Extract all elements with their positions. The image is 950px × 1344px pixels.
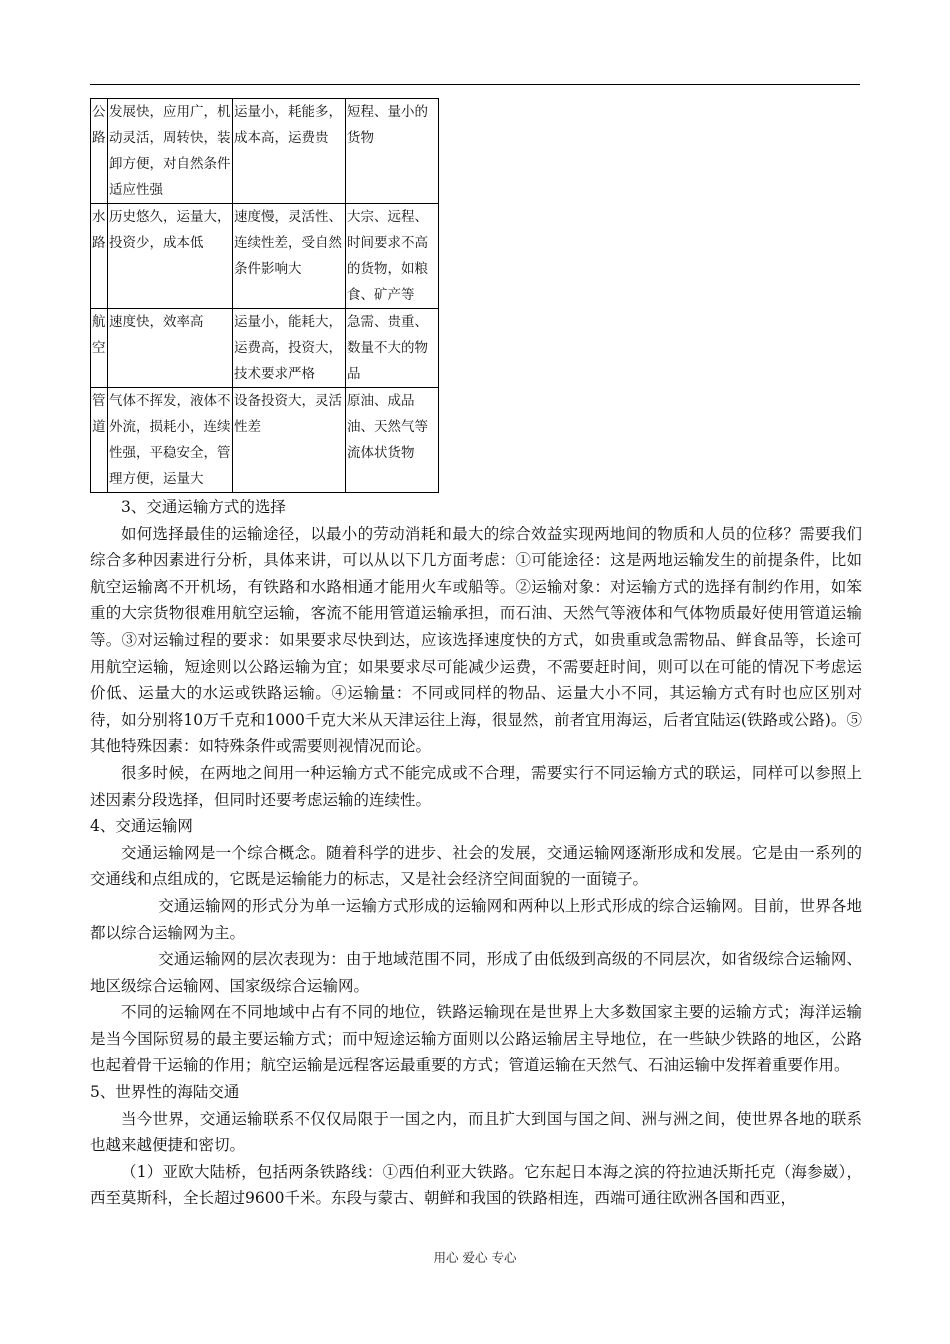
paragraph: 4、交通运输网 [90,817,193,836]
paragraph: 不同的运输网在不同地域中占有不同的地位，铁路运输现在是世界上大多数国家主要的运输方式；海洋运输是当今国际贸易的最主要运输方式；而中短途运输方面则以公路运输居主导地位，在一些缺少铁路的地区，公路也起着骨干运输的作用；航空运输是远程客运最重要的方式；管道运输在天然气、石油运输中发挥着重要作用。 [90,1003,862,1075]
disadvantages-cell: 设备投资大，灵活性差 [233,388,346,493]
suitable-goods-cell: 原油、成品油、天然气等流体状货物 [346,388,439,493]
paragraph: 交通运输网的形式分为单一运输方式形成的运输网和两种以上形式形成的综合运输网。目前，世界各地都以综合运输网为主。 [90,896,862,942]
advantages-cell: 历史悠久，运量大，投资少，成本低 [108,204,233,309]
suitable-goods-cell: 大宗、远程、时间要求不高的货物，如粮食、矿产等 [346,204,439,309]
header-rule [90,84,860,85]
mode-cell: 管道 [91,388,108,493]
table-row [91,99,439,204]
paragraph: 3、交通运输方式的选择 [121,498,286,516]
table-row [91,204,439,309]
advantages-cell: 气体不挥发，液体不外流，损耗小，连续性强，平稳安全，管理方便，运量大 [108,388,233,493]
page-footer: 用心 爱心 专心 [433,1250,517,1265]
table-row [91,388,439,493]
disadvantages-cell: 运量小，耗能多，成本高，运费贵 [233,99,346,204]
suitable-goods-cell: 急需、贵重、数量不大的物品 [346,309,439,388]
paragraph: 交通运输网的层次表现为：由于地域范围不同，形成了由低级到高级的不同层次，如省级综合运输网、地区级综合运输网、国家级综合运输网。 [90,950,862,995]
paragraph: 交通运输网是一个综合概念。随着科学的进步、社会的发展，交通运输网逐渐形成和发展。它是由一系列的交通线和点组成的，它既是运输能力的标志，又是社会经济空间面貌的一面镜子。 [90,843,862,889]
disadvantages-cell: 运量小，能耗大，运费高，投资大，技术要求严格 [233,309,346,388]
paragraph: 5、世界性的海陆交通 [90,1083,240,1102]
suitable-goods-cell: 短程、量小的货物 [346,99,439,204]
paragraph: 很多时候，在两地之间用一种运输方式不能完成或不合理，需要实行不同运输方式的联运，同样可以参照上述因素分段选择，但同时还要考虑运输的连续性。 [90,763,862,809]
table-row [91,309,439,388]
paragraph: 如何选择最佳的运输途径，以最小的劳动消耗和最大的综合效益实现两地间的物质和人员的位移？需要我们综合多种因素进行分析，具体来讲，可以从以下几方面考虑：①可能途径：这是两地运输发生的前提条件，比如航空运输离不开机场，有铁路和水路相通才能用火车或船等。②运输对象：对运输方式的选择有制约作用，如笨重的大宗货物很难用航空运输，客流不能用管道运输承担，而石油、天然气等液体和气体物质最好使用管道运输等。③对运输过程的要求：如果要求尽快到达，应该选择速度快的方式，如贵重或急需物品、鲜食品等，长途可用航空运输，短途则以公路运输为宜；如果要求尽可能减少运费，不需要赶时间，则可以在可能的情况下考虑运价低、运量大的水运或铁路运输。④运输量：不同或同样的物品、运量大小不同，其运输方式有时也应区别对待，如分别将10万千克和1000千克大米从天津运往上海，很显然，前者宜用海运，后者宜陆运(铁路或公路)。⑤其他特殊因素：如特殊条件或需要则视情况而论。 [90,524,862,756]
mode-cell: 公路 [91,99,108,204]
transport-comparison-table [90,98,439,493]
disadvantages-cell: 速度慢，灵活性、连续性差，受自然条件影响大 [233,204,346,309]
mode-cell: 水路 [91,204,108,309]
advantages-cell: 发展快，应用广，机动灵活，周转快，装卸方便，对自然条件适应性强 [108,99,233,204]
paragraph: （1）亚欧大陆桥，包括两条铁路线：①西伯利亚大铁路。它东起日本海之滨的符拉迪沃斯托克（海参崴），西至莫斯科，全长超过9600千米。东段与蒙古、朝鲜和我国的铁路相连，西端可通往欧洲各国和西亚， [90,1162,862,1208]
body-text [90,494,862,1212]
paragraph: 当今世界，交通运输联系不仅仅局限于一国之内，而且扩大到国与国之间、洲与洲之间，使世界各地的联系也越来越便捷和密切。 [90,1109,862,1155]
mode-cell: 航空 [91,309,108,388]
advantages-cell: 速度快，效率高 [108,309,233,388]
